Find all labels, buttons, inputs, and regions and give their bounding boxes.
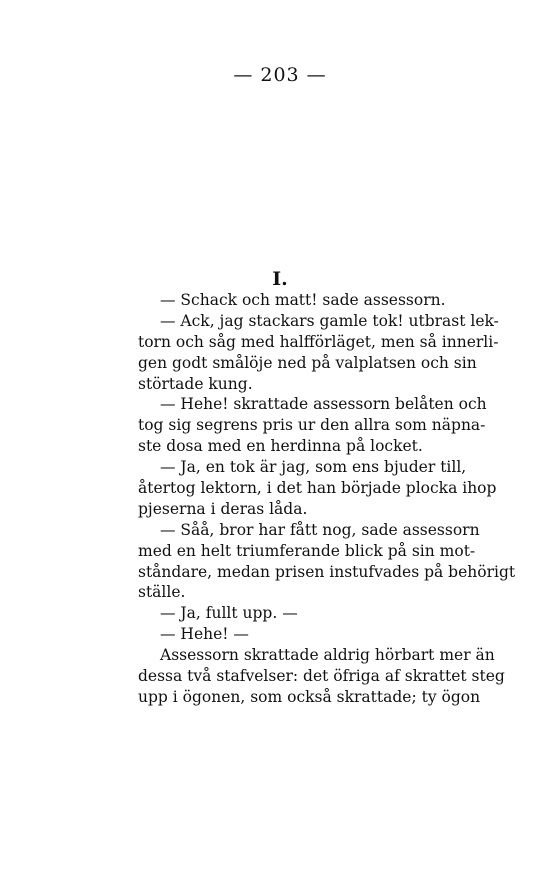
- text-line: — Ja, en tok är jag, som ens bjuder till,: [160, 458, 467, 477]
- text-line: — Schack och matt! sade assessorn.: [160, 291, 446, 309]
- text-line: ste dosa med en herdinna på locket.: [138, 437, 423, 456]
- text-line: ställe.: [138, 583, 186, 602]
- text-line: med en helt triumferande blick på sin mot-: [138, 541, 476, 560]
- text-line: ståndare, medan prisen instufvades på behörigt: [138, 562, 516, 581]
- text-line: tog sig segrens pris ur den allra som näpna-: [138, 416, 486, 435]
- text-line: — Ack, jag stackars gamle tok! utbrast lek-: [160, 311, 499, 330]
- text-line: — Såå, bror har fått nog, sade assessorn: [160, 520, 480, 539]
- text-line: — Hehe! skrattade assessorn belåten och: [160, 395, 487, 414]
- text-line: torn och såg med halfförläget, men så innerli-: [138, 332, 499, 351]
- body-text: [138, 290, 516, 708]
- chapter-heading: I.: [272, 268, 288, 290]
- text-line: Assessorn skrattade aldrig hörbart mer än: [160, 646, 495, 665]
- text-line: störtade kung.: [138, 374, 253, 393]
- text-line: — Hehe! —: [160, 625, 249, 644]
- text-line: pjeserna i deras låda.: [138, 499, 308, 518]
- text-line: gen godt smålöje ned på valplatsen och sin: [138, 353, 477, 372]
- text-line: upp i ögonen, som också skrattade; ty ögon: [138, 687, 481, 706]
- page-number: — 203 —: [233, 64, 327, 86]
- text-line: dessa två stafvelser: det öfriga af skrattet steg: [138, 667, 505, 686]
- text-line: återtog lektorn, i det han började plocka ihop: [138, 479, 497, 498]
- text-line: — Ja, fullt upp. —: [160, 604, 298, 623]
